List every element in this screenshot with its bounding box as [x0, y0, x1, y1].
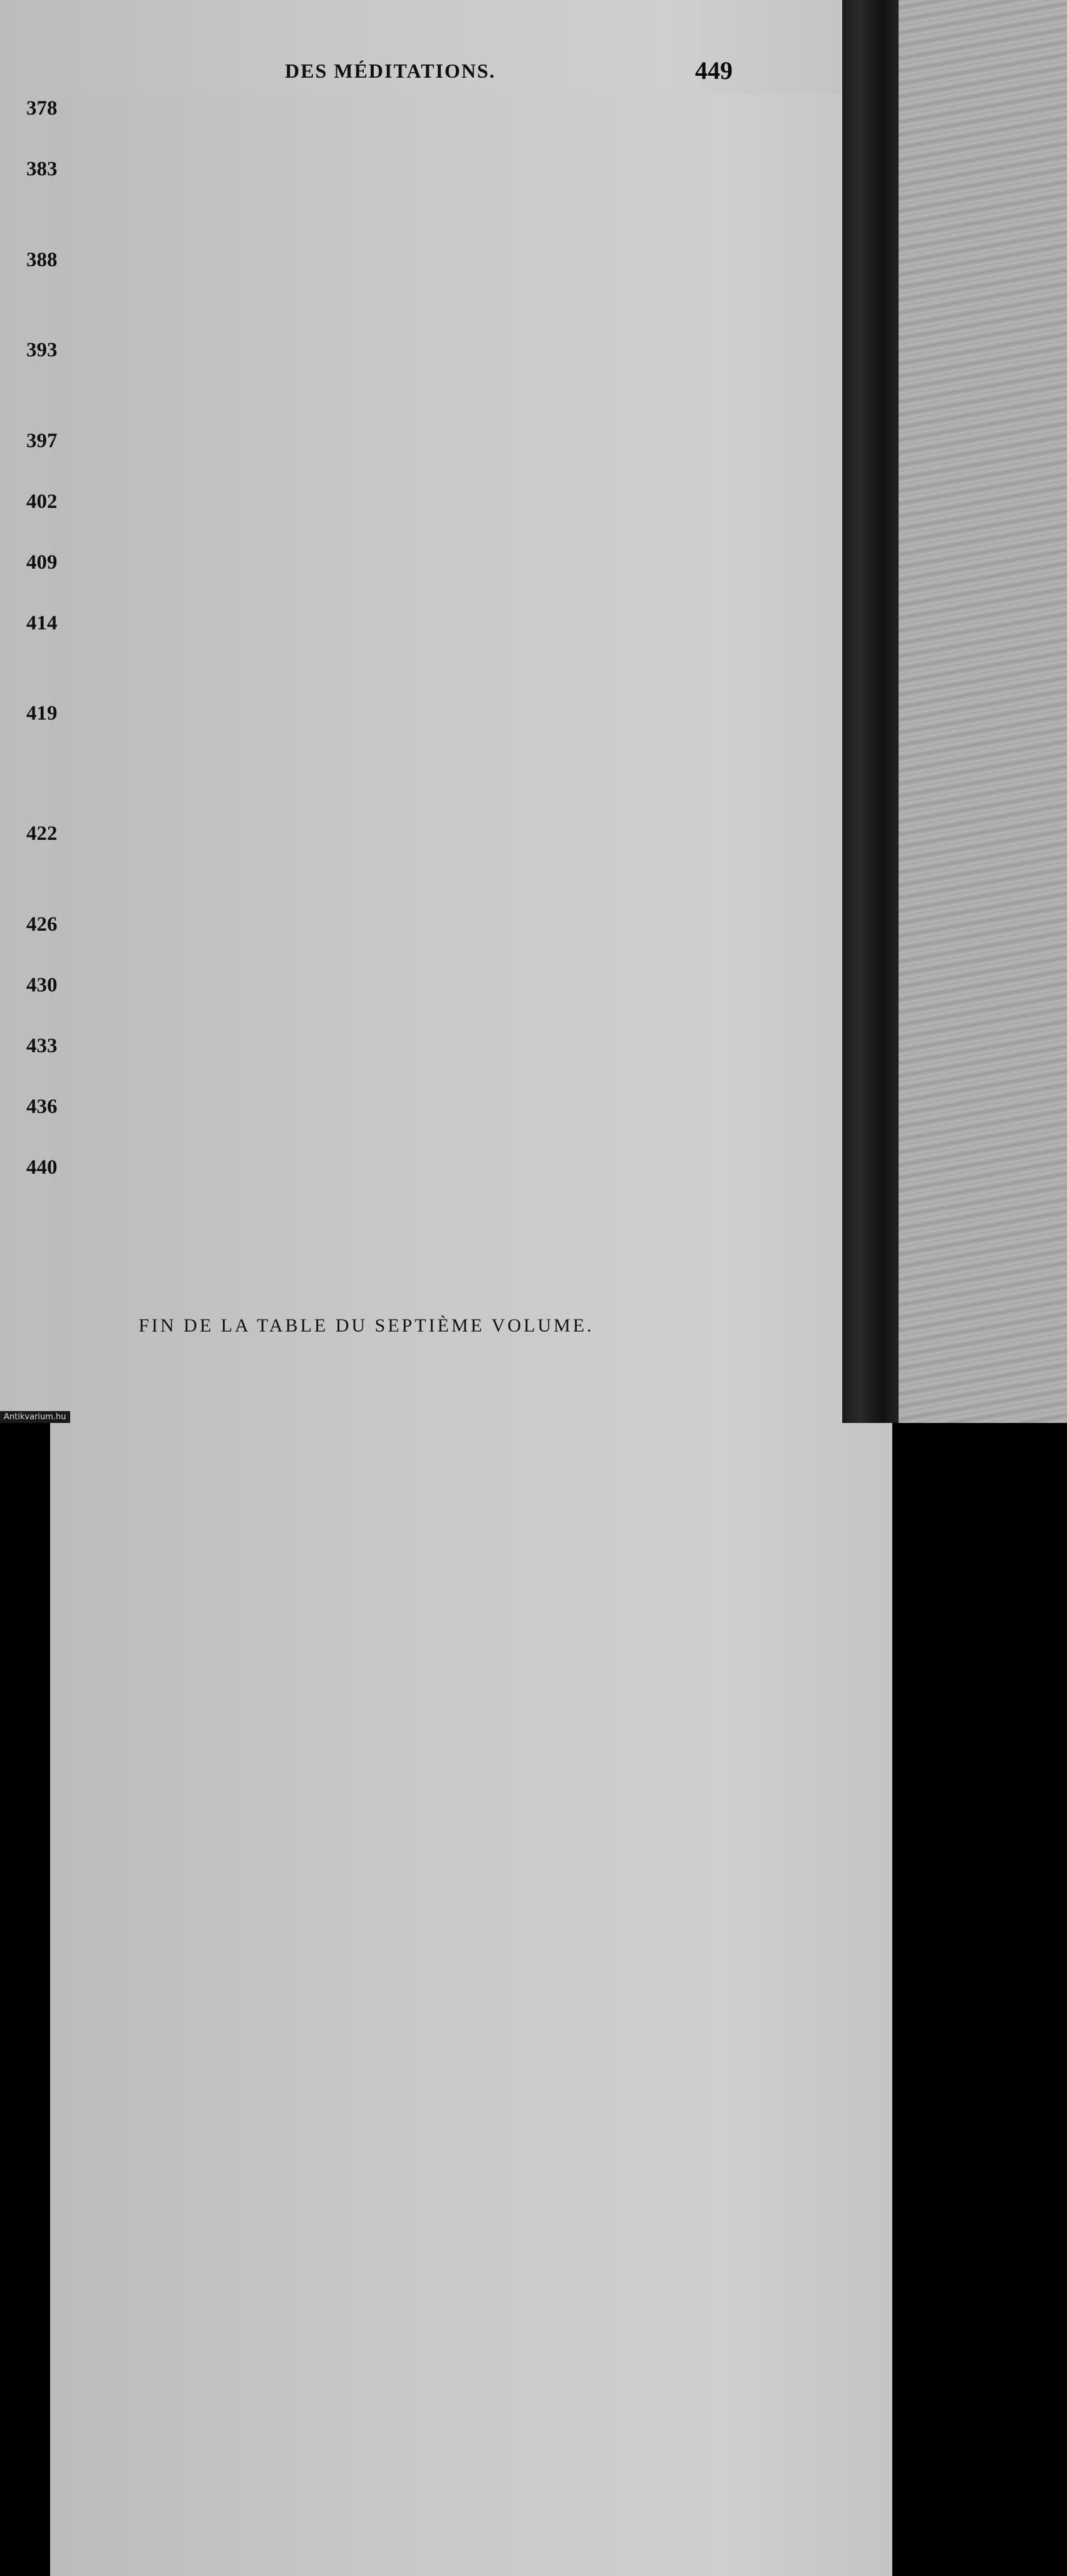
entry-page-number: 422 — [50, 819, 892, 2242]
toc-entry — [26, 548, 733, 609]
entry-page-number: 436 — [50, 1092, 892, 2515]
toc-entry — [26, 819, 733, 910]
book-page — [0, 0, 842, 1423]
entry-page-number: 402 — [50, 487, 892, 1910]
toc-entry — [26, 487, 733, 548]
watermark-credit: Antikvarium.hu — [0, 1411, 70, 1423]
entry-page-number: 393 — [50, 336, 892, 1759]
toc-entry — [26, 246, 733, 336]
toc-entry — [26, 336, 733, 427]
entry-page-number: 383 — [50, 155, 892, 1578]
entry-page-number: 440 — [50, 1153, 892, 2576]
entry-page-number: 378 — [50, 94, 892, 1517]
page-header — [50, 56, 733, 91]
entry-page-number: 419 — [50, 699, 892, 2122]
end-of-table-note: FIN DE LA TABLE DU SEPTIÈME VOLUME. — [138, 1315, 594, 1336]
toc-entry — [26, 1092, 733, 1153]
entry-page-number: 430 — [50, 971, 892, 2394]
toc-entry — [26, 427, 733, 487]
entry-page-number: 397 — [50, 427, 892, 1849]
toc-entry — [26, 699, 733, 819]
entry-page-number: 414 — [50, 609, 892, 2032]
toc-entry — [26, 94, 733, 155]
marbled-cover-board — [899, 0, 1067, 1423]
entry-page-number: 426 — [50, 910, 892, 2333]
entry-page-number: 409 — [50, 548, 892, 1971]
toc-entry — [26, 910, 733, 971]
toc-entry — [26, 971, 733, 1032]
table-of-contents — [26, 94, 733, 1214]
toc-entry — [26, 1032, 733, 1092]
page-number: 449 — [695, 56, 733, 85]
entry-page-number: 388 — [50, 246, 892, 1668]
toc-entry — [26, 1153, 733, 1214]
book-binding — [842, 0, 899, 1423]
toc-entry — [26, 155, 733, 246]
entry-page-number: 433 — [50, 1032, 892, 2454]
toc-entry — [26, 609, 733, 700]
running-title: DES MÉDITATIONS. — [285, 59, 496, 82]
